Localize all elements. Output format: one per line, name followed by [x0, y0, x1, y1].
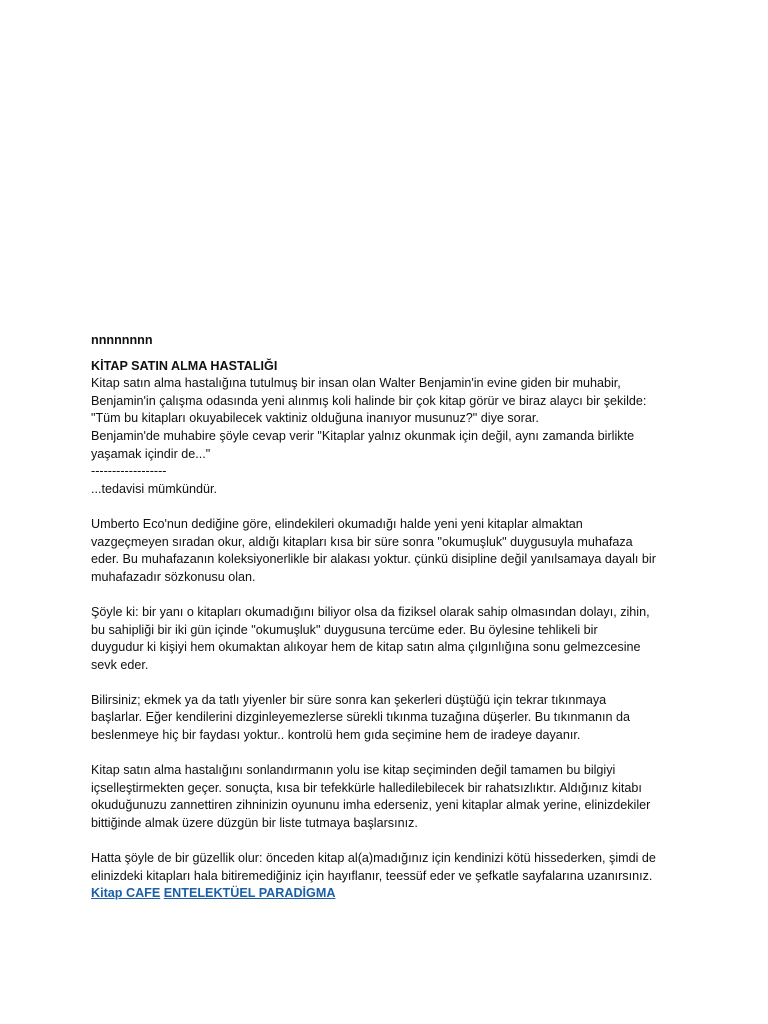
paragraph-4 [91, 762, 681, 832]
paragraph-1 [91, 516, 681, 586]
paragraph-line: Şöyle ki: bir yanı o kitapları okumadığını biliyor olsa da fiziksel olarak sahip olmasından dolayı, zihin, [91, 604, 650, 619]
paragraph-line: bu sahipliği bir iki gün içinde "okumuşluk" duygusuna tercüme eder. Bu öylesine tehlikeli bir [91, 622, 598, 637]
paragraph-5 [91, 850, 681, 903]
intro-line: Kitap satın alma hastalığına tutulmuş bir insan olan Walter Benjamin'in evine giden bir muhabir, [91, 376, 621, 391]
paragraph-line: Umberto Eco'nun dediğine göre, elindekileri okumadığı halde yeni yeni kitaplar almaktan [91, 516, 583, 531]
paragraph-line: muhafazadır sözkonusu olan. [91, 569, 256, 584]
paragraph-gap [91, 674, 681, 692]
separator-line: ------------------ [91, 464, 167, 479]
kitap-cafe-link[interactable]: Kitap CAFE [91, 886, 161, 901]
paragraph-line: bittiğinde almak üzere düzgün bir liste tutmaya başlarsınız. [91, 816, 418, 831]
paragraph-line: vazgeçmeyen sıradan okur, aldığı kitapları kısa bir süre sonra "okumuşluk" duygusuyla muhafaza [91, 534, 633, 549]
paragraph-line: sevk eder. [91, 657, 149, 672]
paragraph-line: okuduğunuzu zannettiren zihninizin oyununu imha ederseniz, yeni kitaplar almak yerine, elinizdekiler [91, 798, 651, 813]
paragraph-line: içselleştirmekten geçer. sonuçta, kısa bir tefekkürle halledilebilecek bir rahatsızlıktır. Aldığınız kitabı [91, 780, 642, 795]
paragraph-line: beslenmeye hiç bir faydası yoktur.. kontrolü hem gıda seçimine hem de iradeye dayanır. [91, 728, 581, 743]
paragraph-line: eder. Bu muhafazanın koleksiyonerlikle bir alakası yoktur. çünkü disipline değil yanılsamaya dayalı bir [91, 552, 656, 567]
intro-line: ...tedavisi mümkündür. [91, 481, 217, 496]
paragraph-gap [91, 498, 681, 516]
intro-line: "Tüm bu kitapları okuyabilecek vaktiniz olduğuna inanıyor musunuz?" diye sorar. [91, 411, 539, 426]
paragraph-line: Bilirsiniz; ekmek ya da tatlı yiyenler bir süre sonra kan şekerleri düştüğü için tekrar tıkınmaya [91, 692, 607, 707]
paragraph-line: Kitap satın alma hastalığını sonlandırmanın yolu ise kitap seçiminden değil tamamen bu bilgiyi [91, 763, 616, 778]
paragraph-line: elinizdeki kitapları hala bitiremediğiniz için hayıflanır, teessüf eder ve şefkatle sayfalarına uzanırsınız. [91, 868, 653, 883]
paragraph-gap [91, 833, 681, 851]
entelektuel-paradigma-link[interactable]: ENTELEKTÜEL PARADİGMA [163, 886, 336, 901]
link-row [91, 885, 681, 903]
paragraph-gap [91, 745, 681, 763]
pre-heading: nnnnnnnn [91, 333, 153, 347]
document-body [91, 332, 681, 903]
paragraph-3 [91, 692, 681, 745]
paragraph-2 [91, 604, 681, 674]
paragraph-gap [91, 586, 681, 604]
paragraph-line: başlarlar. Eğer kendilerini dizginleyemezlerse sürekli tıkınma tuzağına düşerler. Bu tıkınmanın da [91, 710, 631, 725]
intro-line: Benjamin'de muhabire şöyle cevap verir "Kitaplar yalnız okunmak için değil, aynı zamanda birlikte [91, 428, 635, 443]
paragraph-line: duygudur ki kişiyi hem okumaktan alıkoyar hem de kitap satın alma çılgınlığına sonu gelmezcesine [91, 640, 641, 655]
article-title: KİTAP SATIN ALMA HASTALIĞI [91, 358, 278, 373]
intro-line: Benjamin'in çalışma odasında yeni alınmış koli halinde bir çok kitap görür ve biraz alaycı bir şekilde: [91, 393, 647, 408]
paragraph-line: Hatta şöyle de bir güzellik olur: önceden kitap al(a)madığınız için kendinizi kötü hissederken, şimdi de [91, 851, 656, 866]
intro-line: yaşamak içindir de..." [91, 446, 211, 461]
